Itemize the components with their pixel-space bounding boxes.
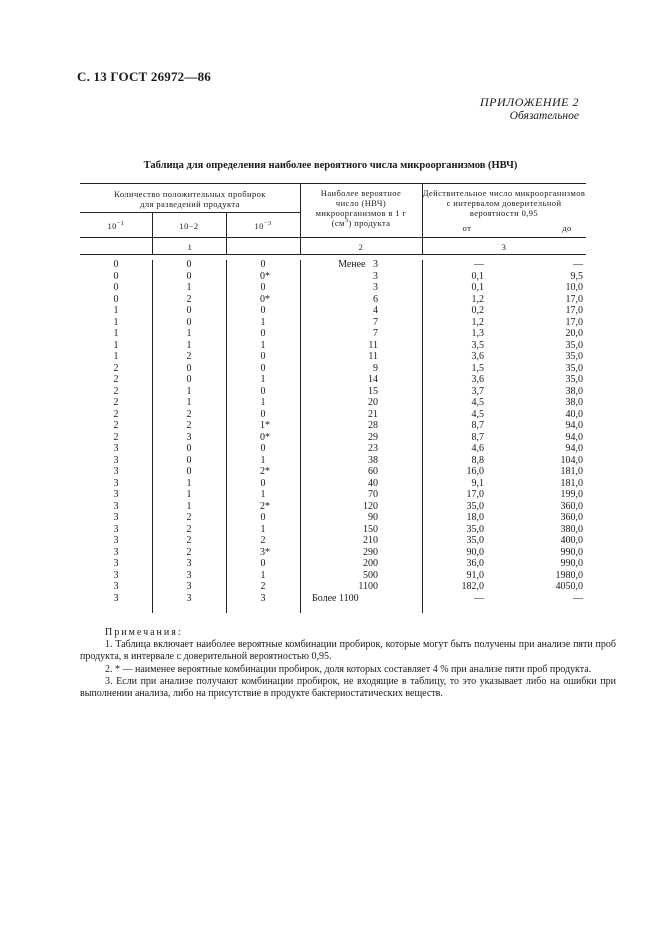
- dilution-2-count: 3: [186, 581, 192, 592]
- dilution-2-count: 3: [186, 569, 192, 581]
- page-header: С. 13 ГОСТ 26972—86: [77, 69, 211, 84]
- actual-from: 36,0: [466, 558, 484, 569]
- dilution-2-count: 2: [186, 408, 192, 420]
- mpn-value: 210: [363, 535, 378, 546]
- actual-to: 35,0: [565, 351, 583, 362]
- header-text: Количество положительных пробирок: [114, 189, 266, 199]
- dilution-3-count: 0: [260, 512, 266, 523]
- dilution-2-count: 2: [186, 293, 192, 305]
- dilution-2-count: 0: [186, 362, 192, 374]
- actual-to: 380,0: [560, 523, 583, 535]
- dilution-3-count: 3: [260, 592, 266, 604]
- mpn-value: 40: [368, 477, 378, 489]
- dilution-1-count: 0: [113, 293, 119, 305]
- dilution-2-count: 2: [186, 512, 192, 523]
- dilution-1-count: 1: [113, 316, 119, 328]
- table-row: [80, 593, 586, 605]
- header-from: от: [462, 223, 472, 233]
- dilution-1-count: 2: [113, 362, 119, 374]
- dilution-3-count: 1: [260, 339, 266, 351]
- dilution-1-count: 3: [113, 581, 119, 592]
- appendix-label: [480, 95, 579, 123]
- note-1: 1. Таблица включает наиболее вероятные комбинации пробирок, которые могут быть получены при анализе пяти проб продукта, в интервале с доверительной вероятностью 0,95.: [80, 639, 616, 663]
- table-row: [80, 501, 586, 513]
- dilution-2-count: 2: [186, 420, 192, 431]
- mpn-value: 20: [368, 397, 378, 408]
- dilution-2-count: 0: [186, 305, 192, 316]
- actual-to: 10,0: [565, 282, 583, 293]
- table-title: Таблица для определения наиболее вероятного числа микроорганизмов (НВЧ): [143, 160, 518, 171]
- actual-to: 38,0: [565, 385, 583, 397]
- table-row: [80, 409, 586, 421]
- actual-from: 1,3: [471, 328, 484, 339]
- header-text: 10: [107, 221, 117, 231]
- actual-to: 400,0: [560, 535, 583, 546]
- dilution-2-count: 2: [186, 546, 192, 558]
- asterisk-mark: *: [265, 270, 270, 282]
- actual-from: 3,6: [471, 374, 484, 385]
- header-exponent: 3: [344, 217, 349, 225]
- dilution-1-count: 3: [113, 477, 119, 489]
- table-row: [80, 512, 586, 524]
- dilution-3-count: 0: [260, 443, 266, 454]
- dilution-1-count: 1: [113, 328, 119, 339]
- note-2: 2. * — наименее вероятные комбинации пробирок, доля которых составляет 4 % при анализе пяти проб продукта.: [105, 663, 592, 675]
- mpn-value: 3: [373, 270, 378, 282]
- dilution-2-count: 1: [186, 489, 192, 500]
- dilution-2-count: 1: [186, 397, 192, 408]
- actual-from: 4,5: [471, 408, 484, 420]
- table-body: [80, 259, 586, 604]
- dilution-1-count: 3: [113, 500, 119, 512]
- actual-to: 35,0: [565, 374, 583, 385]
- appendix-subtitle: Обязательное: [509, 110, 579, 122]
- notes: [80, 627, 616, 700]
- actual-from: 35,0: [466, 523, 484, 535]
- actual-to: 9,5: [570, 270, 583, 282]
- asterisk-mark: *: [265, 431, 270, 443]
- dilution-3-count: 0: [260, 305, 266, 316]
- mpn-value: 7: [373, 316, 378, 328]
- dilution-1-count: 1: [113, 339, 119, 351]
- actual-to: 38,0: [565, 397, 583, 408]
- dilution-1-count: 3: [113, 592, 119, 604]
- mpn-value: 14: [368, 374, 378, 385]
- dilution-3-count: 1: [260, 569, 266, 581]
- header-text: ) продукта: [348, 218, 391, 228]
- table-row: [80, 489, 586, 501]
- mpn-value: 60: [368, 466, 378, 477]
- asterisk-mark: *: [265, 466, 270, 477]
- dilution-2-count: 1: [186, 282, 192, 293]
- number-row-rule: [80, 254, 586, 255]
- dilution-1-count: 2: [113, 374, 119, 385]
- dilution-1-count: 3: [113, 454, 119, 466]
- actual-from: 1,2: [471, 316, 484, 328]
- dilution-3-count: 0*: [260, 431, 270, 443]
- actual-from: 3,5: [471, 339, 484, 351]
- dilution-2-count: 2: [186, 523, 192, 535]
- actual-to: 94,0: [565, 443, 583, 454]
- notes-heading: Примечания:: [105, 627, 183, 638]
- dilution-3-count: 3*: [260, 546, 270, 558]
- table-row: [80, 271, 586, 283]
- dilution-2-count: 1: [186, 385, 192, 397]
- actual-from: 9,1: [471, 477, 484, 489]
- group-header-rule: [80, 212, 300, 213]
- mpn-value: 11: [368, 351, 378, 362]
- dilution-2-count: 2: [186, 351, 192, 362]
- actual-from: 1,5: [471, 362, 484, 374]
- actual-from: 1,2: [471, 293, 484, 305]
- actual-to: 35,0: [565, 339, 583, 351]
- dilution-1-count: 1: [113, 351, 119, 362]
- table-row: [80, 558, 586, 570]
- table-row: [80, 478, 586, 490]
- actual-to: 199,0: [560, 489, 583, 500]
- mpn-value: 38: [368, 454, 378, 466]
- dilution-3-count: 0*: [260, 270, 270, 282]
- dilution-3-count: 2*: [260, 500, 270, 512]
- table-top-rule: [80, 183, 586, 184]
- mpn-value: 120: [363, 500, 378, 512]
- actual-from: 8,7: [471, 420, 484, 431]
- dilution-2-count: 3: [186, 558, 192, 569]
- mpn-value: 90: [368, 512, 378, 523]
- dilution-1-count: 0: [113, 270, 119, 282]
- dilution-3-count: 0: [260, 282, 266, 293]
- table-row: [80, 340, 586, 352]
- actual-to: 17,0: [565, 293, 583, 305]
- header-to: до: [562, 223, 572, 233]
- actual-to: 94,0: [565, 420, 583, 431]
- dilution-3-count: 0: [260, 385, 266, 397]
- mpn-table: [80, 183, 586, 613]
- actual-from: 0,1: [471, 270, 484, 282]
- header-text: Действительное число микроорганизмов: [422, 188, 586, 198]
- actual-to: 104,0: [560, 454, 583, 466]
- table-row: [80, 397, 586, 409]
- table-row: [80, 282, 586, 294]
- header-text: 10: [254, 221, 264, 231]
- actual-to: 990,0: [560, 546, 583, 558]
- mpn-value: 28: [368, 420, 378, 431]
- header-mpn: [300, 188, 422, 228]
- actual-to: 181,0: [560, 477, 583, 489]
- dilution-1-count: 2: [113, 431, 119, 443]
- table-row: [80, 455, 586, 467]
- actual-from: 4,5: [471, 397, 484, 408]
- actual-from: 18,0: [466, 512, 484, 523]
- table-row: [80, 466, 586, 478]
- header-text: микроорганизмов в 1 г: [315, 208, 407, 218]
- column-number-2: 2: [358, 242, 364, 252]
- dilution-1-count: 3: [113, 546, 119, 558]
- dilution-3-count: 1: [260, 397, 266, 408]
- mpn-value: Менее 3: [338, 259, 378, 270]
- dilution-3-count: 0: [260, 408, 266, 420]
- actual-to: 990,0: [560, 558, 583, 569]
- appendix-title: ПРИЛОЖЕНИЕ 2: [480, 95, 579, 109]
- dilution-3-count: 1: [260, 454, 266, 466]
- dilution-3-count: 0: [260, 351, 266, 362]
- header-text: для разведений продукта: [140, 199, 240, 209]
- actual-from: 16,0: [466, 466, 484, 477]
- dilution-3-count: 1: [260, 523, 266, 535]
- actual-from: 3,6: [471, 351, 484, 362]
- actual-from: 90,0: [466, 546, 484, 558]
- dilution-2-count: 0: [186, 374, 192, 385]
- dilution-2-count: 1: [186, 328, 192, 339]
- mpn-value: 3: [373, 282, 378, 293]
- table-row: [80, 328, 586, 340]
- header-text: с интервалом доверительной: [446, 198, 562, 208]
- actual-to: 35,0: [565, 362, 583, 374]
- actual-from: —: [474, 259, 484, 270]
- dilution-1-count: 3: [113, 512, 119, 523]
- actual-from: 35,0: [466, 500, 484, 512]
- dilution-3-count: 1: [260, 374, 266, 385]
- dilution-2-count: 3: [186, 431, 192, 443]
- header-dilution-2: 10−2: [179, 221, 199, 231]
- note-3: 3. Если при анализе получают комбинации пробирок, не входящие в таблицу, то это указывает либо на ошибки при выполнении анализа, либо на присутствие в продукте бактериостатических веществ.: [80, 675, 616, 700]
- dilution-1-count: 0: [113, 282, 119, 293]
- actual-from: 8,8: [471, 454, 484, 466]
- dilution-1-count: 3: [113, 523, 119, 535]
- dilution-2-count: 3: [186, 592, 192, 604]
- dilution-1-count: 3: [113, 558, 119, 569]
- mpn-value: 500: [363, 569, 378, 581]
- dilution-1-count: 3: [113, 489, 119, 500]
- mpn-value: 290: [363, 546, 378, 558]
- table-row: [80, 570, 586, 582]
- header-rule: [80, 237, 586, 238]
- dilution-1-count: 3: [113, 466, 119, 477]
- dilution-3-count: 1: [260, 489, 266, 500]
- table-row: [80, 535, 586, 547]
- asterisk-mark: *: [265, 546, 270, 558]
- dilution-1-count: 2: [113, 408, 119, 420]
- dilution-2-count: 0: [186, 443, 192, 454]
- table-row: [80, 524, 586, 536]
- actual-to: 17,0: [565, 316, 583, 328]
- actual-to: 20,0: [565, 328, 583, 339]
- dilution-3-count: 0: [260, 477, 266, 489]
- dilution-1-count: 0: [113, 259, 119, 270]
- actual-to: 360,0: [560, 512, 583, 523]
- dilution-3-count: 0: [260, 259, 266, 270]
- mpn-value: 200: [363, 558, 378, 569]
- actual-from: 17,0: [466, 489, 484, 500]
- dilution-1-count: 3: [113, 443, 119, 454]
- actual-from: —: [474, 592, 484, 604]
- actual-to: 360,0: [560, 500, 583, 512]
- actual-from: 35,0: [466, 535, 484, 546]
- actual-from: 0,1: [471, 282, 484, 293]
- asterisk-mark: *: [265, 293, 270, 305]
- table-row: [80, 294, 586, 306]
- dilution-1-count: 3: [113, 535, 119, 546]
- actual-to: 40,0: [565, 408, 583, 420]
- dilution-3-count: 0: [260, 328, 266, 339]
- mpn-value: 7: [373, 328, 378, 339]
- header-text: (см: [331, 218, 345, 228]
- column-number-3: 3: [501, 242, 507, 252]
- header-positive-tubes: [80, 189, 300, 209]
- dilution-2-count: 2: [186, 535, 192, 546]
- actual-from: 0,2: [471, 305, 484, 316]
- column-number-1: 1: [187, 242, 193, 252]
- dilution-2-count: 0: [186, 454, 192, 466]
- header-exponent: −3: [263, 220, 272, 228]
- asterisk-mark: *: [265, 500, 270, 512]
- header-text: число (НВЧ): [335, 198, 387, 208]
- actual-to: 1980,0: [555, 569, 583, 581]
- header-text: вероятности 0,95: [469, 208, 539, 218]
- actual-to: 4050,0: [555, 581, 583, 592]
- dilution-2-count: 1: [186, 339, 192, 351]
- header-text: Наиболее вероятное: [320, 188, 402, 198]
- mpn-value: 70: [368, 489, 378, 500]
- dilution-1-count: 2: [113, 397, 119, 408]
- actual-to: —: [573, 259, 583, 270]
- dilution-3-count: 2*: [260, 466, 270, 477]
- mpn-value: 11: [368, 339, 378, 351]
- table-row: [80, 305, 586, 317]
- dilution-2-count: 0: [186, 270, 192, 282]
- actual-from: 91,0: [466, 569, 484, 581]
- actual-from: 4,6: [471, 443, 484, 454]
- header-text: [300, 218, 422, 228]
- header-dilution-3: [226, 221, 300, 231]
- header-exponent: −1: [116, 220, 125, 228]
- dilution-3-count: 0: [260, 558, 266, 569]
- table-row: [80, 386, 586, 398]
- actual-to: 181,0: [560, 466, 583, 477]
- table-row: [80, 317, 586, 329]
- dilution-2-count: 0: [186, 466, 192, 477]
- table-row: [80, 351, 586, 363]
- actual-from: 3,7: [471, 385, 484, 397]
- dilution-3-count: 1*: [260, 420, 270, 431]
- table-row: [80, 259, 586, 271]
- table-row: [80, 443, 586, 455]
- dilution-3-count: 2: [260, 581, 266, 592]
- asterisk-mark: *: [265, 420, 270, 431]
- mpn-value: 4: [373, 305, 378, 316]
- dilution-1-count: 1: [113, 305, 119, 316]
- mpn-value: 23: [368, 443, 378, 454]
- table-row: [80, 374, 586, 386]
- actual-to: 17,0: [565, 305, 583, 316]
- table-row: [80, 581, 586, 593]
- mpn-value: 6: [373, 293, 378, 305]
- mpn-value: 150: [363, 523, 378, 535]
- dilution-2-count: 1: [186, 477, 192, 489]
- header-dilution-1: [80, 221, 152, 231]
- dilution-3-count: 2: [260, 535, 266, 546]
- table-row: [80, 363, 586, 375]
- mpn-value: 29: [368, 431, 378, 443]
- dilution-1-count: 2: [113, 420, 119, 431]
- dilution-3-count: 0: [260, 362, 266, 374]
- dilution-2-count: 0: [186, 316, 192, 328]
- mpn-value: 15: [368, 385, 378, 397]
- table-row: [80, 432, 586, 444]
- mpn-value: 1100: [358, 581, 378, 592]
- dilution-2-count: 0: [186, 259, 192, 270]
- actual-from: 182,0: [461, 581, 484, 592]
- mpn-value: 9: [373, 362, 378, 374]
- header-actual-count: [422, 188, 586, 218]
- dilution-3-count: 1: [260, 316, 266, 328]
- dilution-2-count: 1: [186, 500, 192, 512]
- table-row: [80, 420, 586, 432]
- actual-from: 8,7: [471, 431, 484, 443]
- mpn-value: Более 1100: [312, 592, 359, 604]
- mpn-value: 21: [368, 408, 378, 420]
- actual-to: —: [573, 592, 583, 604]
- table-row: [80, 547, 586, 559]
- dilution-1-count: 3: [113, 569, 119, 581]
- dilution-3-count: 0*: [260, 293, 270, 305]
- dilution-1-count: 2: [113, 385, 119, 397]
- actual-to: 94,0: [565, 431, 583, 443]
